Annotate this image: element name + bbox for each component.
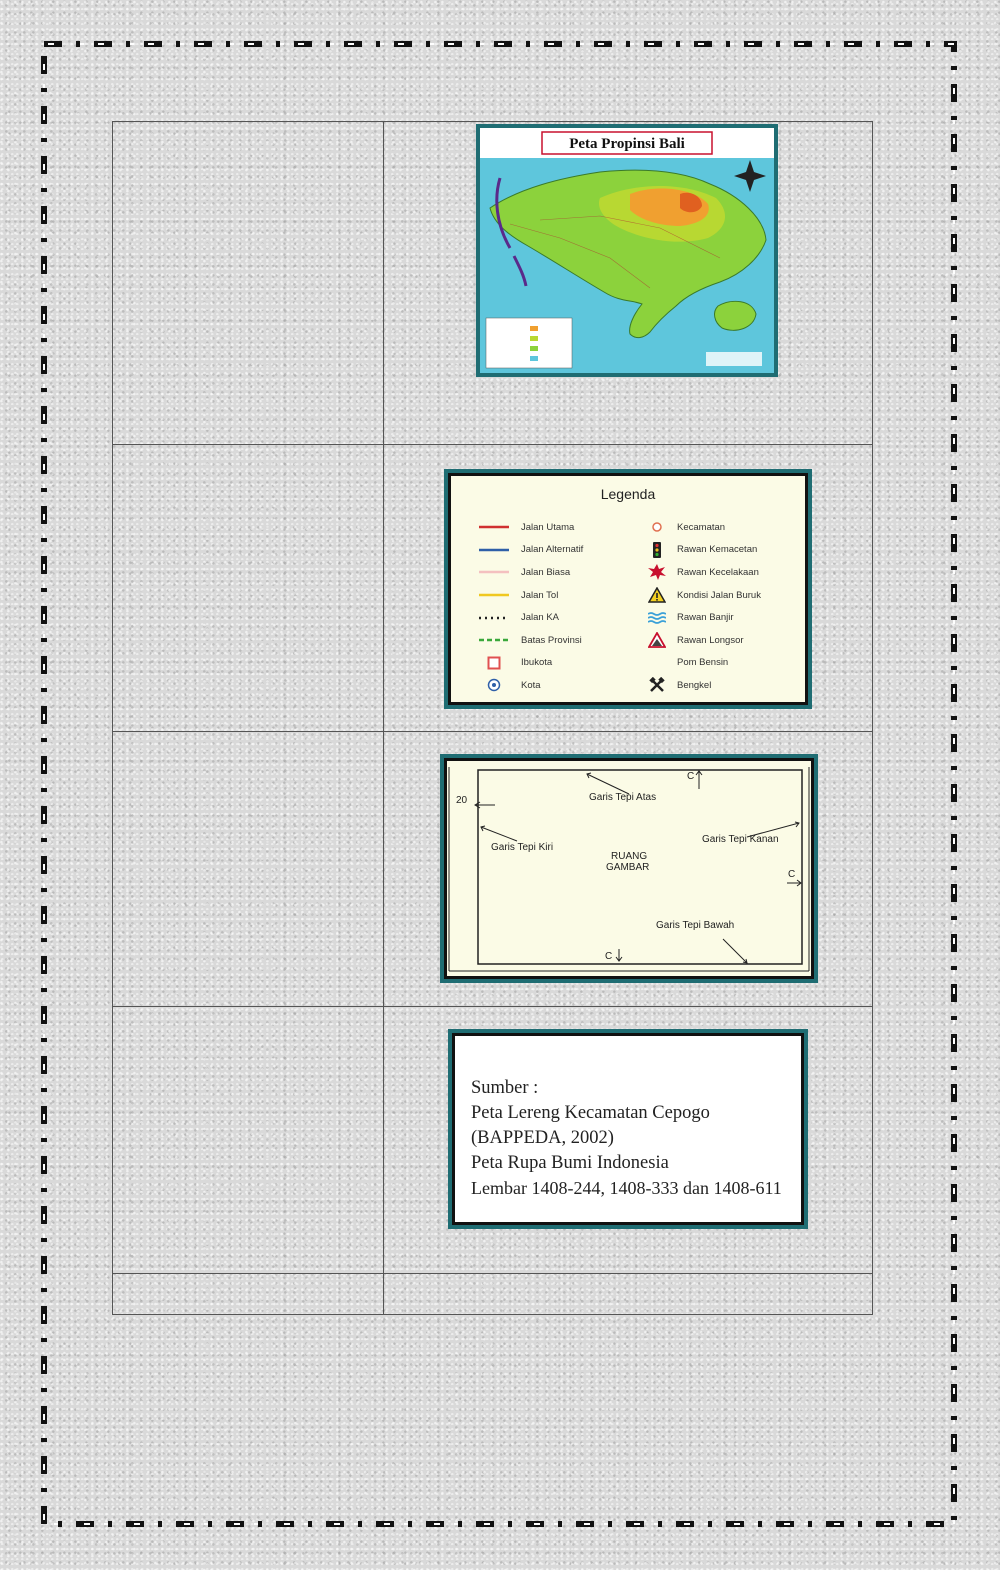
- bali-map-image: [480, 128, 774, 373]
- legend-label: Batas Provinsi: [521, 634, 582, 646]
- legend-left-column: [477, 516, 583, 697]
- margin-layout-figure: [440, 754, 818, 983]
- legend-label: Jalan Biasa: [521, 566, 571, 578]
- orange-circle-icon: [651, 521, 663, 533]
- blue-line-icon: [479, 547, 509, 553]
- source-line: Peta Lereng Kecamatan Cepogo: [471, 1103, 710, 1123]
- source-cell: [384, 1007, 873, 1274]
- content-table: [112, 121, 873, 1315]
- legend-item: [647, 674, 761, 697]
- source-line: (BAPPEDA, 2002): [471, 1128, 614, 1148]
- legend-item: [477, 674, 583, 697]
- bottom-edge-label: Garis Tepi Bawah: [656, 920, 735, 931]
- legend-figure: [444, 469, 812, 709]
- drawing-space-label-line1: RUANG: [611, 851, 648, 862]
- right-edge-label: Garis Tepi Kanan: [702, 834, 779, 845]
- bottom-margin-c-label: C: [605, 951, 613, 962]
- legend-label: Jalan KA: [521, 612, 560, 624]
- dotted-line-icon: [479, 615, 509, 621]
- legend-item: [477, 629, 583, 652]
- map-cell: [384, 122, 873, 445]
- legend-item: [477, 606, 583, 629]
- margin-value-label: 20: [456, 795, 468, 806]
- legend-label: Jalan Utama: [521, 521, 575, 533]
- layout-diagram-cell: [384, 732, 873, 1007]
- row4-empty-cell: [113, 1007, 384, 1274]
- flood-waves-icon: [648, 612, 666, 624]
- legend-item: [477, 584, 583, 607]
- legend-label: Jalan Alternatif: [521, 544, 584, 556]
- yellow-line-icon: [479, 592, 509, 598]
- legend-cell: [384, 445, 873, 732]
- legend-item: [647, 629, 761, 652]
- legend-label: Jalan Tol: [521, 589, 559, 601]
- top-margin-c-label: C: [687, 771, 695, 782]
- left-edge-label: Garis Tepi Kiri: [491, 842, 554, 853]
- row1-empty-cell: [113, 122, 384, 445]
- legend-item: [647, 584, 761, 607]
- legend-item: [647, 606, 761, 629]
- map-title: Peta Propinsi Bali: [569, 136, 685, 152]
- row5-empty-cell-right: [384, 1274, 873, 1315]
- red-square-icon: [487, 656, 501, 670]
- crash-burst-icon: [648, 564, 666, 580]
- blue-dot-circle-icon: [487, 678, 501, 692]
- legend-label: Ibukota: [521, 657, 553, 669]
- legend-right-column: [647, 516, 761, 697]
- source-line: Lembar 1408-244, 1408-333 dan 1408-611: [471, 1178, 782, 1198]
- legend-label: Kota: [521, 679, 541, 691]
- legend-label: Rawan Longsor: [677, 634, 744, 646]
- legend-item: [477, 561, 583, 584]
- landslide-triangle-icon: [648, 632, 666, 648]
- legend-label: Bengkel: [677, 679, 712, 691]
- legend-item: [647, 652, 761, 675]
- legend-item: [647, 539, 761, 562]
- tools-icon: [649, 677, 665, 693]
- top-edge-label: Garis Tepi Atas: [589, 792, 657, 803]
- drawing-space-label-line2: GAMBAR: [606, 862, 650, 873]
- warning-triangle-icon: [648, 587, 666, 603]
- legend-label: Rawan Kecelakaan: [677, 566, 759, 578]
- row2-empty-cell: [113, 445, 384, 732]
- pink-line-icon: [479, 569, 509, 575]
- legend-title: Legenda: [600, 486, 656, 502]
- green-dash-line-icon: [479, 637, 509, 643]
- source-figure: [448, 1029, 808, 1229]
- legend-item: [477, 652, 583, 675]
- legend-item: [647, 516, 761, 539]
- legend-label: Pom Bensin: [677, 657, 729, 669]
- traffic-light-icon: [653, 542, 661, 558]
- legend-label: Rawan Kemacetan: [677, 544, 758, 556]
- legend-label: Rawan Banjir: [677, 612, 734, 624]
- legend-item: [647, 561, 761, 584]
- row5-empty-cell: [113, 1274, 384, 1315]
- bali-map-figure: [476, 124, 778, 377]
- legend-item: [477, 539, 583, 562]
- row3-empty-cell: [113, 732, 384, 1007]
- source-line: Peta Rupa Bumi Indonesia: [471, 1153, 669, 1173]
- red-line-icon: [479, 524, 509, 530]
- legend-label: Kondisi Jalan Buruk: [677, 589, 761, 601]
- right-margin-c-label: C: [788, 869, 796, 880]
- legend-label: Kecamatan: [677, 521, 726, 533]
- source-line: Sumber :: [471, 1078, 539, 1098]
- legend-item: [477, 516, 583, 539]
